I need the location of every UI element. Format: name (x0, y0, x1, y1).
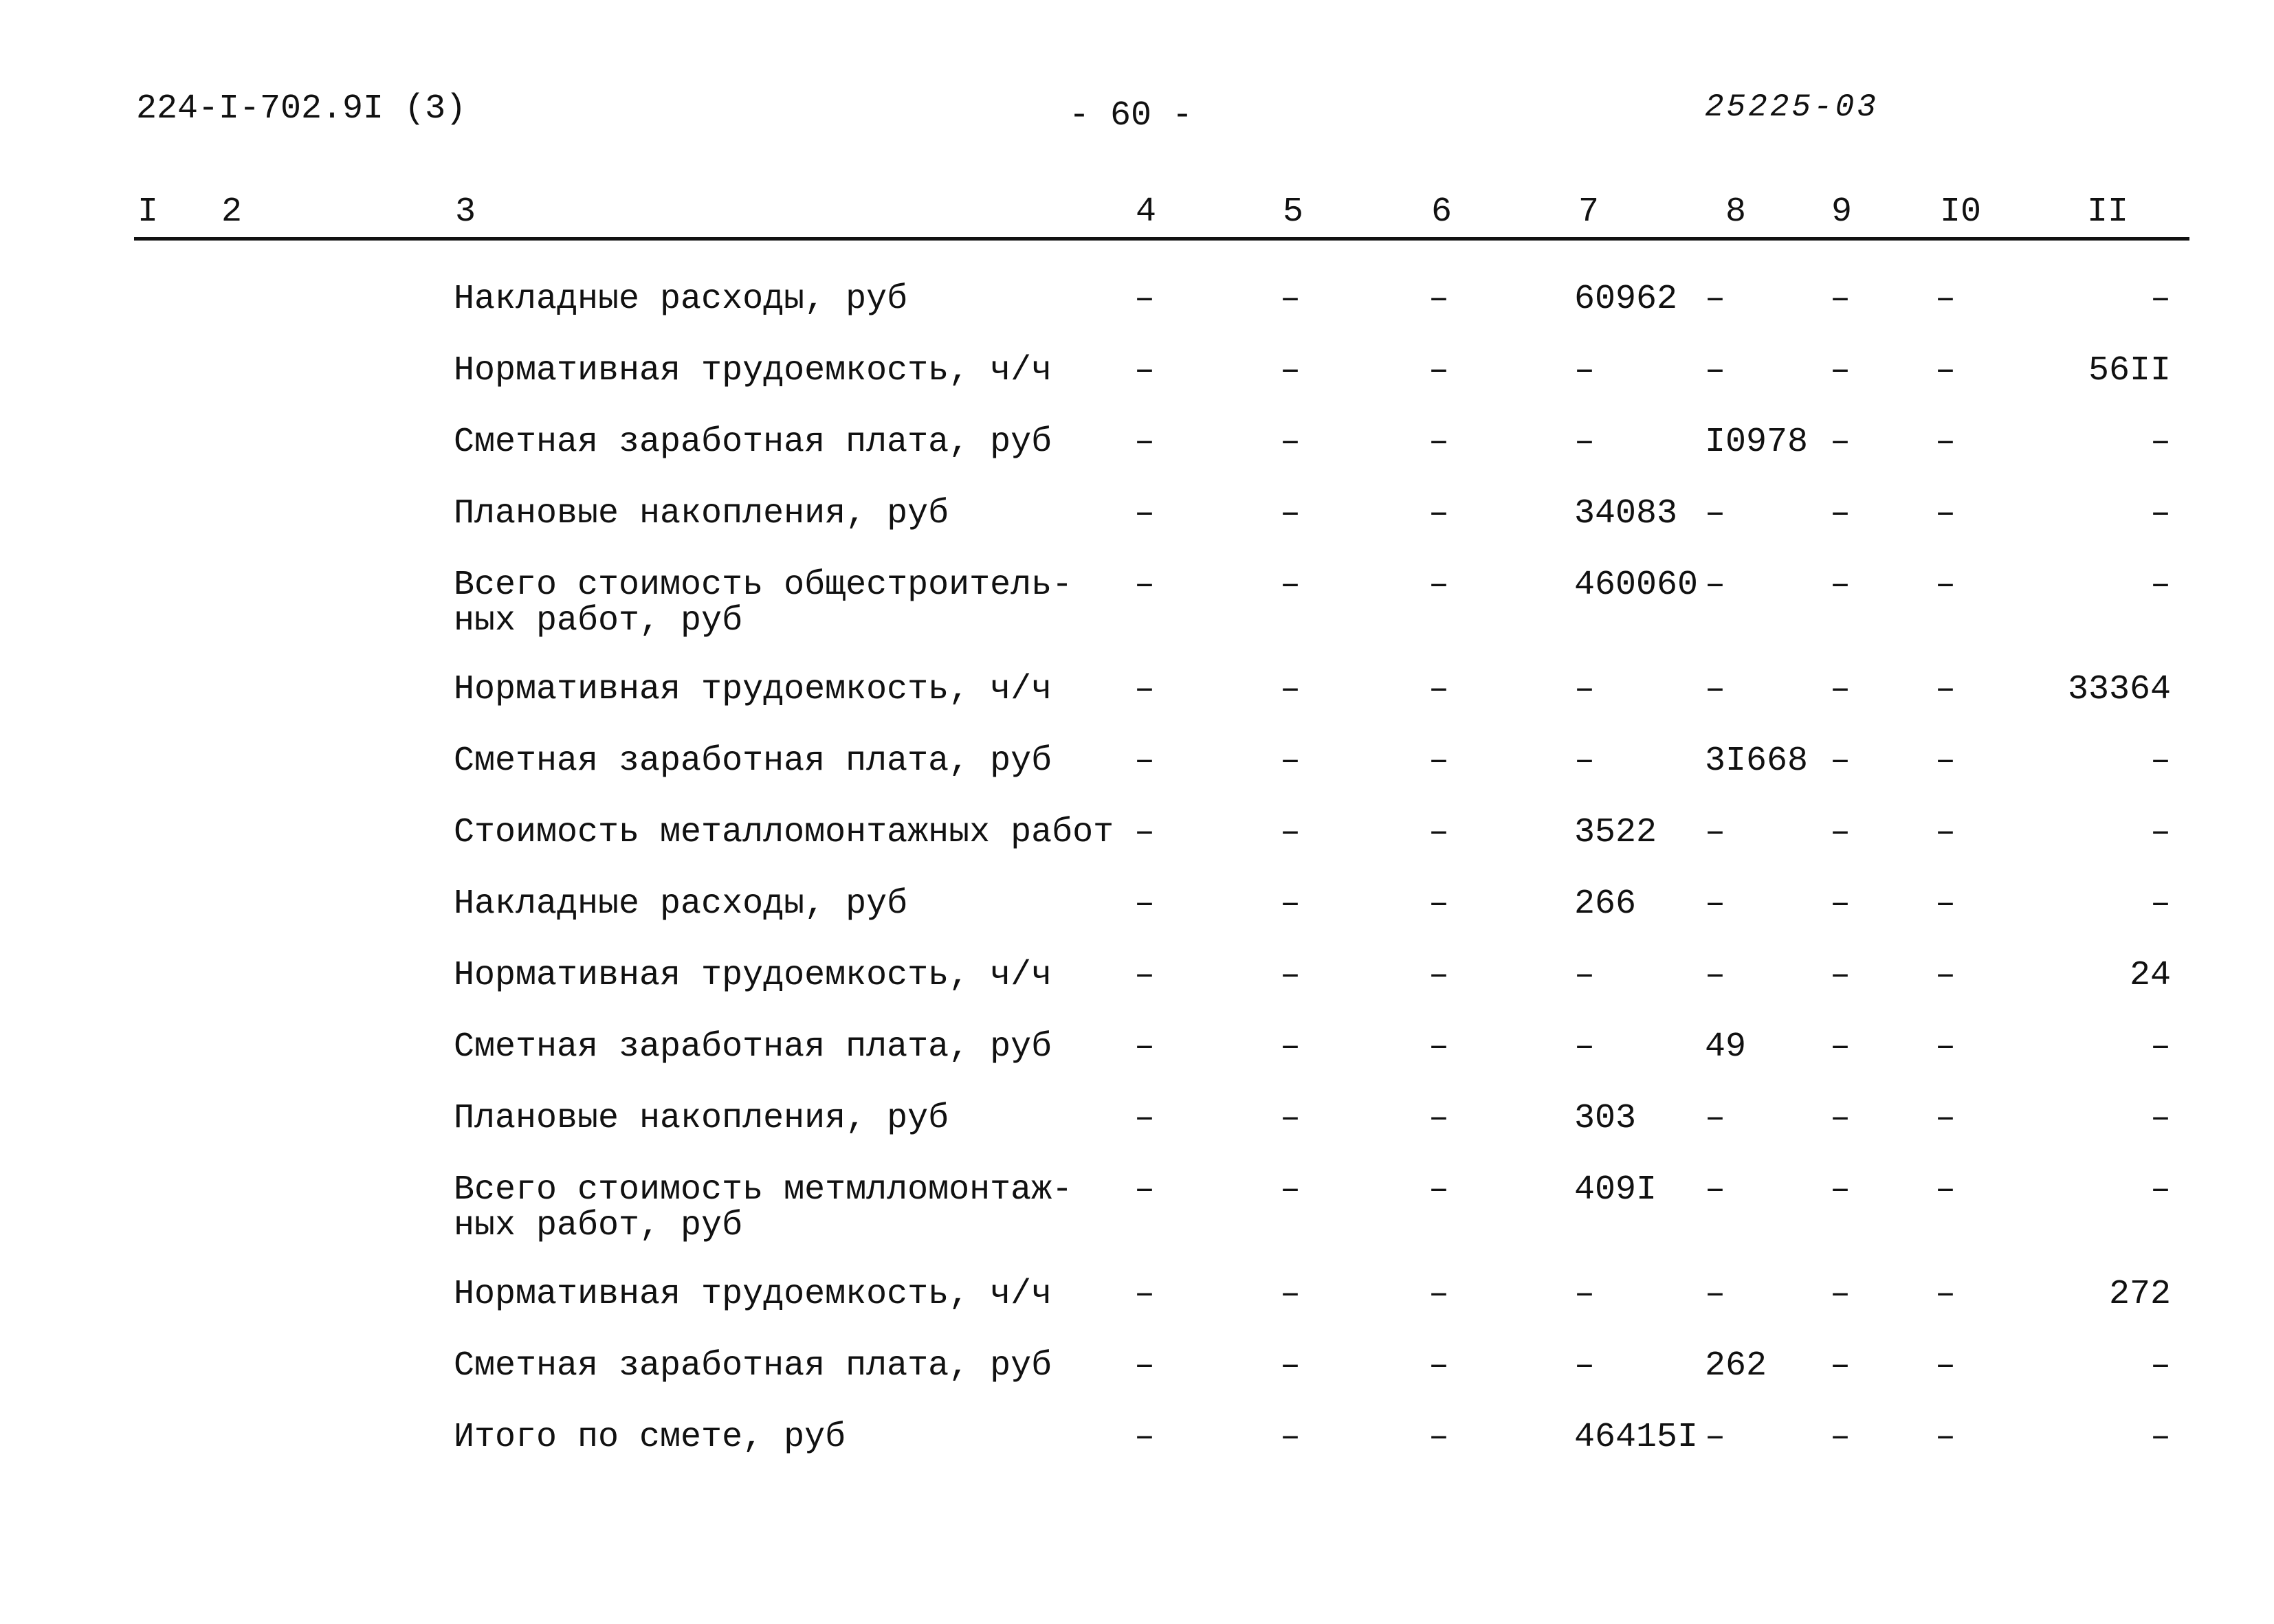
cell-col-4: – (1134, 280, 1156, 319)
cell-col-5: – (1280, 1170, 1301, 1210)
table-row (0, 353, 2274, 425)
cell-col-7: – (1574, 1346, 1596, 1386)
cell-col-5: – (1280, 670, 1301, 709)
cell-col-9: – (1830, 494, 1851, 533)
cell-col-7: – (1574, 956, 1596, 995)
cell-col-7: – (1574, 670, 1596, 709)
table-row (0, 1348, 2274, 1420)
column-header-4: 4 (1136, 192, 1157, 232)
cell-col-5: – (1280, 1099, 1301, 1138)
cell-col-11: – (2150, 1170, 2171, 1210)
cell-col-10: – (1935, 423, 1956, 462)
cell-col-6: – (1428, 423, 1450, 462)
cell-col-11: – (2150, 1099, 2171, 1138)
table-row (0, 815, 2274, 887)
cell-col-11: – (2150, 885, 2171, 924)
cell-col-11: – (2150, 1027, 2171, 1067)
cell-col-4: – (1134, 1170, 1156, 1210)
cell-col-11: – (2150, 566, 2171, 605)
cell-col-8: – (1705, 1275, 1726, 1314)
cell-col-9: – (1830, 885, 1851, 924)
cell-col-10: – (1935, 1418, 1956, 1457)
order-number: 25225-03 (1705, 89, 1879, 125)
cell-col-7: 460060 (1574, 566, 1699, 605)
cell-col-7: – (1574, 351, 1596, 390)
table-row (0, 1027, 2274, 1101)
cell-col-4: – (1134, 813, 1156, 852)
column-header-5: 5 (1283, 192, 1304, 232)
cell-col-6: – (1428, 494, 1450, 533)
cell-col-11: – (2150, 280, 2171, 319)
cell-col-4: – (1134, 1275, 1156, 1314)
cell-col-5: – (1280, 280, 1301, 319)
cell-col-5: – (1280, 742, 1301, 781)
cell-col-8: – (1705, 813, 1726, 852)
cell-col-4: – (1134, 423, 1156, 462)
cell-col-4: – (1134, 1099, 1156, 1138)
cell-col-10: – (1935, 1027, 1956, 1067)
cell-col-11: – (2150, 742, 2171, 781)
cell-col-11: 56II (2088, 351, 2171, 390)
cell-col-10: – (1935, 1275, 1956, 1314)
cell-col-6: – (1428, 813, 1450, 852)
cell-col-9: – (1830, 670, 1851, 709)
cell-col-8: – (1705, 351, 1726, 390)
cell-col-9: – (1830, 1099, 1851, 1138)
estimate-table (0, 282, 2274, 1491)
cell-col-11: – (2150, 423, 2171, 462)
cell-col-6: – (1428, 885, 1450, 924)
row-label: Стоимость металломонтажных работ (454, 813, 1114, 852)
cell-col-7: 60962 (1574, 280, 1678, 319)
cell-col-7: 409I (1574, 1170, 1657, 1210)
page-number: - 60 - (1069, 96, 1193, 135)
cell-col-7: – (1574, 742, 1596, 781)
cell-col-6: – (1428, 280, 1450, 319)
cell-col-10: – (1935, 280, 1956, 319)
row-label: Всего стоимость метмлломонтаж- ных работ, руб (454, 1170, 1073, 1245)
cell-col-10: – (1935, 742, 1956, 781)
cell-col-7: 266 (1574, 885, 1637, 924)
cell-col-5: – (1280, 1027, 1301, 1067)
table-row (0, 568, 2274, 672)
cell-col-10: – (1935, 670, 1956, 709)
cell-col-5: – (1280, 1346, 1301, 1386)
cell-col-5: – (1280, 494, 1301, 533)
cell-col-8: 49 (1705, 1027, 1747, 1067)
cell-col-8: – (1705, 494, 1726, 533)
row-label: Плановые накопления, руб (454, 1099, 949, 1138)
cell-col-7: 46415I (1574, 1418, 1699, 1457)
cell-col-10: – (1935, 885, 1956, 924)
cell-col-8: – (1705, 566, 1726, 605)
document-code: 224-I-702.9I (3) (136, 89, 467, 129)
cell-col-9: – (1830, 1418, 1851, 1457)
table-row (0, 672, 2274, 744)
column-header-6: 6 (1431, 192, 1453, 232)
row-label: Сметная заработная плата, руб (454, 1027, 1052, 1067)
cell-col-6: – (1428, 1099, 1450, 1138)
table-row (0, 1101, 2274, 1172)
cell-col-9: – (1830, 956, 1851, 995)
cell-col-8: – (1705, 670, 1726, 709)
table-row (0, 1277, 2274, 1348)
cell-col-6: – (1428, 1027, 1450, 1067)
cell-col-9: – (1830, 1027, 1851, 1067)
cell-col-9: – (1830, 566, 1851, 605)
cell-col-11: – (2150, 1346, 2171, 1386)
cell-col-9: – (1830, 280, 1851, 319)
row-label: Всего стоимость общестроитель- ных работ, руб (454, 566, 1073, 641)
cell-col-5: – (1280, 1418, 1301, 1457)
cell-col-9: – (1830, 351, 1851, 390)
cell-col-5: – (1280, 566, 1301, 605)
table-row (0, 744, 2274, 815)
cell-col-9: – (1830, 742, 1851, 781)
cell-col-9: – (1830, 1346, 1851, 1386)
row-label: Сметная заработная плата, руб (454, 423, 1052, 462)
cell-col-5: – (1280, 813, 1301, 852)
cell-col-6: – (1428, 670, 1450, 709)
row-label: Сметная заработная плата, руб (454, 742, 1052, 781)
cell-col-4: – (1134, 885, 1156, 924)
cell-col-7: 303 (1574, 1099, 1637, 1138)
table-row (0, 1172, 2274, 1277)
cell-col-10: – (1935, 1099, 1956, 1138)
cell-col-8: – (1705, 1099, 1726, 1138)
cell-col-8: – (1705, 885, 1726, 924)
cell-col-4: – (1134, 956, 1156, 995)
cell-col-9: – (1830, 423, 1851, 462)
cell-col-7: 34083 (1574, 494, 1678, 533)
cell-col-10: – (1935, 813, 1956, 852)
cell-col-8: – (1705, 1418, 1726, 1457)
cell-col-5: – (1280, 423, 1301, 462)
column-header-8: 8 (1725, 192, 1747, 232)
column-header-3: 3 (455, 192, 476, 232)
row-label: Накладные расходы, руб (454, 280, 908, 319)
cell-col-9: – (1830, 1275, 1851, 1314)
cell-col-6: – (1428, 1170, 1450, 1210)
cell-col-4: – (1134, 670, 1156, 709)
cell-col-7: – (1574, 1027, 1596, 1067)
column-header-7: 7 (1578, 192, 1600, 232)
table-row (0, 496, 2274, 568)
cell-col-6: – (1428, 566, 1450, 605)
cell-col-6: – (1428, 1418, 1450, 1457)
cell-col-8: – (1705, 1170, 1726, 1210)
cell-col-5: – (1280, 956, 1301, 995)
row-label: Нормативная трудоемкость, ч/ч (454, 351, 1052, 390)
row-label: Сметная заработная плата, руб (454, 1346, 1052, 1386)
header-rule (134, 237, 2189, 241)
cell-col-8: – (1705, 956, 1726, 995)
cell-col-9: – (1830, 813, 1851, 852)
table-row (0, 425, 2274, 496)
row-label: Плановые накопления, руб (454, 494, 949, 533)
cell-col-6: – (1428, 1346, 1450, 1386)
cell-col-6: – (1428, 351, 1450, 390)
cell-col-8: – (1705, 280, 1726, 319)
cell-col-4: – (1134, 566, 1156, 605)
column-header-11: II (2087, 192, 2129, 232)
table-row (0, 887, 2274, 958)
cell-col-4: – (1134, 742, 1156, 781)
cell-col-11: 24 (2129, 956, 2171, 995)
cell-col-11: – (2150, 1418, 2171, 1457)
row-label: Нормативная трудоемкость, ч/ч (454, 956, 1052, 995)
cell-col-4: – (1134, 1418, 1156, 1457)
cell-col-10: – (1935, 956, 1956, 995)
table-row (0, 282, 2274, 353)
cell-col-4: – (1134, 1027, 1156, 1067)
cell-col-10: – (1935, 566, 1956, 605)
cell-col-10: – (1935, 1170, 1956, 1210)
cell-col-8: 3I668 (1705, 742, 1809, 781)
cell-col-10: – (1935, 351, 1956, 390)
cell-col-5: – (1280, 351, 1301, 390)
column-header-9: 9 (1831, 192, 1853, 232)
cell-col-6: – (1428, 1275, 1450, 1314)
column-header-10: I0 (1940, 192, 1982, 232)
row-label: Накладные расходы, руб (454, 885, 908, 924)
table-row (0, 1420, 2274, 1491)
cell-col-10: – (1935, 494, 1956, 533)
row-label: Итого по смете, руб (454, 1418, 846, 1457)
cell-col-4: – (1134, 351, 1156, 390)
cell-col-4: – (1134, 1346, 1156, 1386)
cell-col-7: 3522 (1574, 813, 1657, 852)
cell-col-10: – (1935, 1346, 1956, 1386)
cell-col-11: 33364 (2067, 670, 2171, 709)
cell-col-6: – (1428, 956, 1450, 995)
column-header-1: I (137, 192, 159, 232)
cell-col-5: – (1280, 885, 1301, 924)
row-label: Нормативная трудоемкость, ч/ч (454, 1275, 1052, 1314)
cell-col-8: I0978 (1705, 423, 1809, 462)
cell-col-8: 262 (1705, 1346, 1767, 1386)
cell-col-7: – (1574, 1275, 1596, 1314)
cell-col-11: 272 (2108, 1275, 2171, 1314)
cell-col-6: – (1428, 742, 1450, 781)
column-header-2: 2 (221, 192, 243, 232)
cell-col-11: – (2150, 813, 2171, 852)
cell-col-9: – (1830, 1170, 1851, 1210)
cell-col-4: – (1134, 494, 1156, 533)
table-row (0, 958, 2274, 1030)
row-label: Нормативная трудоемкость, ч/ч (454, 670, 1052, 709)
cell-col-5: – (1280, 1275, 1301, 1314)
cell-col-11: – (2150, 494, 2171, 533)
cell-col-7: – (1574, 423, 1596, 462)
